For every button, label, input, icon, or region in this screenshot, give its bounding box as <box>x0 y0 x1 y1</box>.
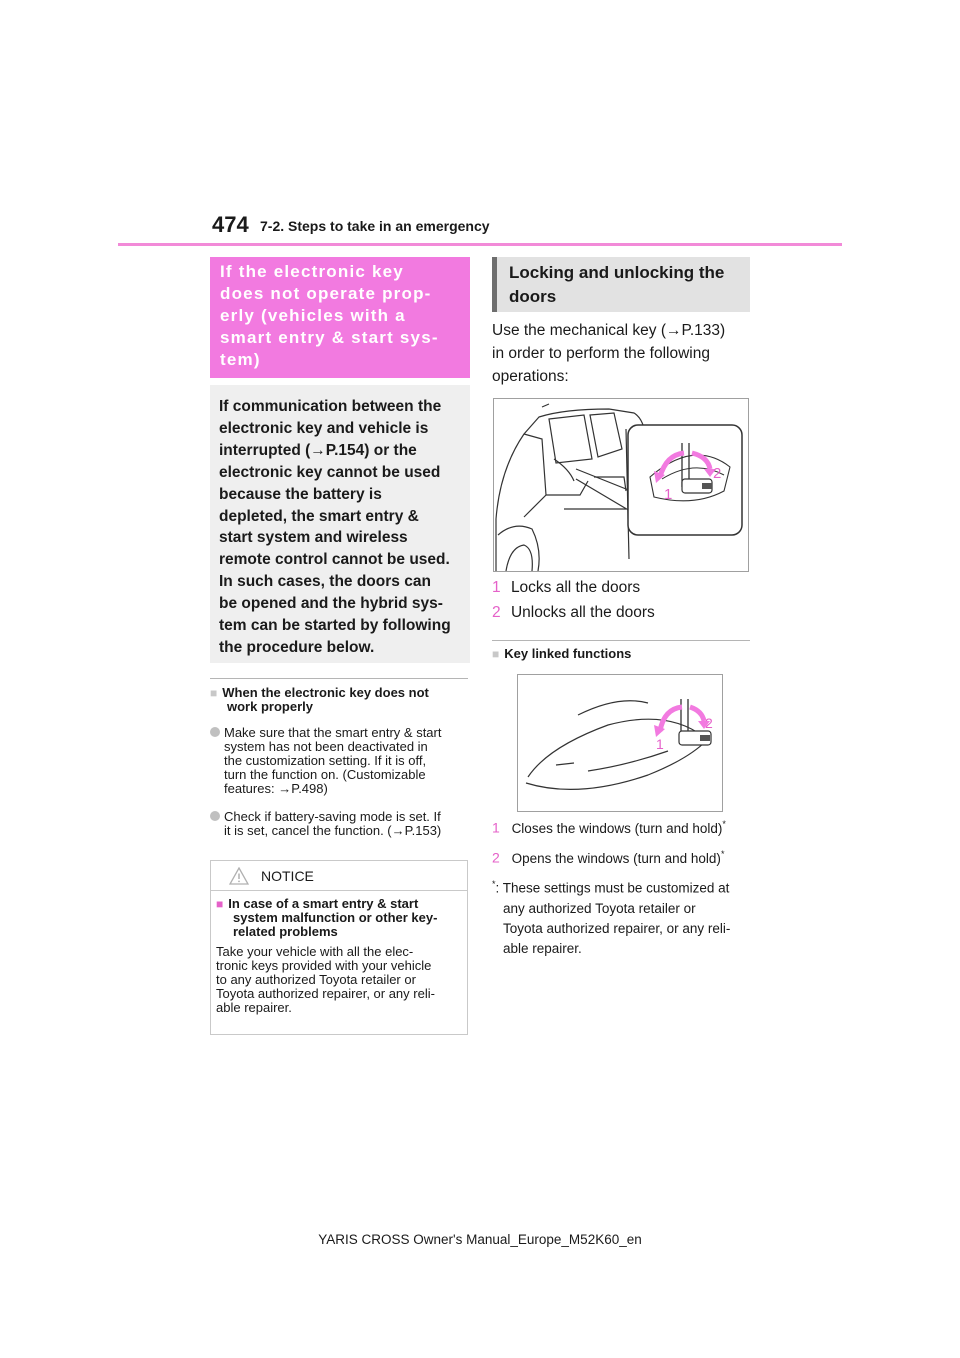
section-divider <box>492 640 750 641</box>
intro-line: be opened and the hybrid sys- <box>219 595 443 613</box>
section-title: 7-2. Steps to take in an emergency <box>260 218 490 234</box>
intro-line: In such cases, the doors can <box>219 573 431 591</box>
square-bullet-icon: ■ <box>210 686 218 700</box>
notice-line: to any authorized Toyota retailer or <box>216 972 416 987</box>
footnote-line: any authorized Toyota retailer or <box>503 900 696 916</box>
intro-line: operations: <box>492 368 569 385</box>
footnote-line: Toyota authorized repairer, or any reli- <box>503 920 731 936</box>
function-item <box>492 819 726 836</box>
notice-body <box>216 945 435 1015</box>
function-text: Opens the windows (turn and hold) <box>511 850 721 866</box>
step-item <box>492 601 655 624</box>
topic-title-line: If the electronic key <box>220 262 404 281</box>
intro-line: electronic key and vehicle is <box>219 419 429 437</box>
intro-box <box>210 385 470 663</box>
footer-text: YARIS CROSS Owner's Manual_Europe_M52K60_en <box>318 1232 642 1247</box>
function-item <box>492 849 724 866</box>
heading-text: Key linked functions <box>504 646 632 661</box>
intro-line: the procedure below. <box>219 638 375 656</box>
car-door-key-figure <box>493 398 749 572</box>
function-number: 2 <box>492 849 500 866</box>
heading-line: related problems <box>233 924 338 939</box>
bullet-item <box>210 726 441 796</box>
step-text: Unlocks all the doors <box>510 604 655 621</box>
notice-line: Take your vehicle with all the elec- <box>216 944 414 959</box>
bullet-line: features: →P.498) <box>224 781 328 796</box>
heading-line: system malfunction or other key- <box>233 910 438 925</box>
notice-line: tronic keys provided with your vehicle <box>216 958 432 973</box>
topic-title-line: does not operate prop- <box>220 284 432 303</box>
car-door-illustration <box>494 399 749 572</box>
locking-intro <box>492 319 725 388</box>
notice-heading <box>216 897 437 939</box>
footnote-line: : These settings must be customized at <box>495 880 730 896</box>
step-item <box>492 576 640 599</box>
intro-line: depleted, the smart entry & <box>219 507 419 525</box>
topic-title-box <box>210 257 470 378</box>
footnote-marker: * <box>722 819 726 829</box>
locking-heading-box <box>492 257 750 312</box>
bullet-line: turn the function on. (Customizable <box>224 767 426 782</box>
step-number: 2 <box>492 604 501 621</box>
callout-2: 2 <box>713 465 722 482</box>
footnote-line: able repairer. <box>503 940 582 956</box>
square-bullet-icon: ■ <box>492 647 500 661</box>
footnote <box>492 874 730 959</box>
topic-title-line: smart entry & start sys- <box>220 328 439 347</box>
heading-line: work properly <box>227 699 313 714</box>
function-number: 1 <box>492 819 500 836</box>
footnote-marker: * <box>720 849 725 859</box>
square-bullet-icon: ■ <box>216 897 224 911</box>
callout-2: 2 <box>705 715 713 731</box>
bullet-item <box>210 810 441 838</box>
notice-line: able repairer. <box>216 1000 292 1015</box>
notice-label: NOTICE <box>261 868 314 884</box>
intro-line: remote control cannot be used. <box>219 551 450 569</box>
warning-icon <box>229 867 249 885</box>
bullet-line: Make sure that the smart entry & start <box>224 725 442 740</box>
function-text: Closes the windows (turn and hold) <box>511 820 723 836</box>
heading-line: Locking and unlocking the <box>509 263 725 282</box>
intro-line: Use the mechanical key (→P.133) <box>492 322 726 339</box>
topic-title-line: tem) <box>220 350 261 369</box>
intro-line: in order to perform the following <box>492 345 710 362</box>
page-number: 474 <box>212 212 249 237</box>
step-number: 1 <box>492 579 501 596</box>
bullet-dot-icon <box>210 811 220 821</box>
heading-line: In case of a smart entry & start <box>228 896 419 911</box>
callout-1: 1 <box>656 736 664 752</box>
notice-box <box>210 860 468 1035</box>
heading-line: doors <box>509 287 557 306</box>
step-text: Locks all the doors <box>510 579 641 596</box>
section-divider <box>210 678 468 679</box>
intro-line: electronic key cannot be used <box>219 463 441 481</box>
bullet-line: system has not been deactivated in <box>224 739 428 754</box>
bullet-line: Check if battery-saving mode is set. If <box>224 809 441 824</box>
intro-line: interrupted (→P.154) or the <box>219 441 417 459</box>
intro-line: tem can be started by following <box>219 617 451 635</box>
intro-line: If communication between the <box>219 398 442 415</box>
key-linked-heading <box>492 647 631 661</box>
bullet-line: it is set, cancel the function. (→P.153) <box>224 823 442 838</box>
door-handle-figure <box>517 674 723 812</box>
bullet-dot-icon <box>210 727 220 737</box>
callout-1: 1 <box>664 486 673 503</box>
notice-header <box>211 861 467 891</box>
header-rule <box>118 243 842 246</box>
footnote-mark: * <box>492 879 496 889</box>
topic-title-line: erly (vehicles with a <box>220 306 406 325</box>
when-key-fails-heading <box>210 686 429 714</box>
notice-line: Toyota authorized repairer, or any reli- <box>216 986 435 1001</box>
intro-line: because the battery is <box>219 485 382 503</box>
intro-line: start system and wireless <box>219 529 408 547</box>
bullet-line: the customization setting. If it is off, <box>224 753 427 768</box>
door-handle-illustration <box>518 675 723 812</box>
heading-line: When the electronic key does not <box>222 685 429 700</box>
